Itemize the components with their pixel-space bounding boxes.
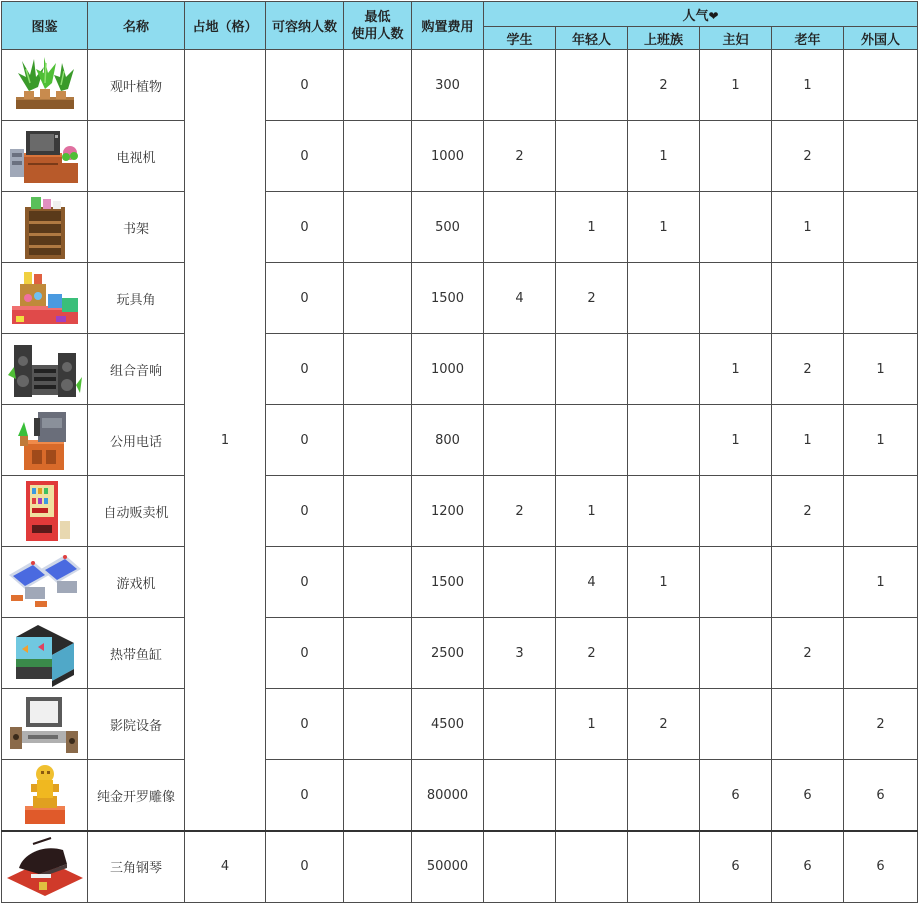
popularity-elderly bbox=[772, 547, 844, 618]
item-capacity: 0 bbox=[266, 831, 344, 902]
popularity-elderly bbox=[772, 689, 844, 760]
item-capacity: 0 bbox=[266, 689, 344, 760]
popularity-student bbox=[484, 689, 556, 760]
home-theater-icon bbox=[2, 691, 87, 757]
popularity-student bbox=[484, 50, 556, 121]
popularity-foreigner: 6 bbox=[844, 760, 918, 832]
item-min-users bbox=[344, 831, 412, 902]
bookshelf-icon bbox=[2, 193, 87, 261]
table-row bbox=[2, 547, 918, 618]
popularity-housewife: 6 bbox=[700, 760, 772, 832]
stereo-system-icon bbox=[2, 335, 87, 403]
popularity-foreigner: 2 bbox=[844, 689, 918, 760]
header-cost: 购置费用 bbox=[412, 2, 484, 50]
item-name: 三角钢琴 bbox=[88, 831, 185, 902]
item-min-users bbox=[344, 121, 412, 192]
popularity-foreigner bbox=[844, 192, 918, 263]
header-area: 占地（格） bbox=[185, 2, 266, 50]
popularity-student bbox=[484, 547, 556, 618]
popularity-office-worker: 2 bbox=[628, 689, 700, 760]
item-capacity: 0 bbox=[266, 121, 344, 192]
item-name: 影院设备 bbox=[88, 689, 185, 760]
item-cost: 1000 bbox=[412, 121, 484, 192]
popularity-student: 2 bbox=[484, 476, 556, 547]
popularity-elderly: 1 bbox=[772, 192, 844, 263]
item-name: 热带鱼缸 bbox=[88, 618, 185, 689]
item-cost: 800 bbox=[412, 405, 484, 476]
item-capacity: 0 bbox=[266, 760, 344, 832]
popularity-young bbox=[556, 334, 628, 405]
popularity-elderly bbox=[772, 263, 844, 334]
golden-statue-icon bbox=[2, 760, 87, 830]
popularity-young: 1 bbox=[556, 689, 628, 760]
popularity-office-worker bbox=[628, 405, 700, 476]
popularity-young bbox=[556, 121, 628, 192]
popularity-elderly: 1 bbox=[772, 50, 844, 121]
popularity-young: 2 bbox=[556, 618, 628, 689]
header-min-users-line2: 使用人数 bbox=[351, 26, 404, 42]
popularity-housewife: 1 bbox=[700, 334, 772, 405]
television-icon bbox=[2, 123, 87, 189]
popularity-student bbox=[484, 831, 556, 902]
popularity-student bbox=[484, 334, 556, 405]
item-capacity: 0 bbox=[266, 334, 344, 405]
item-icon-cell bbox=[2, 334, 88, 405]
table-row bbox=[2, 192, 918, 263]
item-cost: 1000 bbox=[412, 334, 484, 405]
popularity-office-worker bbox=[628, 831, 700, 902]
header-capacity: 可容纳人数 bbox=[266, 2, 344, 50]
table-row bbox=[2, 760, 918, 832]
aquarium-icon bbox=[2, 619, 87, 687]
header-group-housewife: 主妇 bbox=[700, 27, 772, 50]
item-name: 玩具角 bbox=[88, 263, 185, 334]
popularity-elderly: 2 bbox=[772, 618, 844, 689]
item-capacity: 0 bbox=[266, 547, 344, 618]
popularity-elderly: 2 bbox=[772, 476, 844, 547]
table-row bbox=[2, 263, 918, 334]
header-group-young: 年轻人 bbox=[556, 27, 628, 50]
popularity-young bbox=[556, 760, 628, 832]
popularity-young bbox=[556, 50, 628, 121]
item-icon-cell bbox=[2, 192, 88, 263]
header-icon: 图鉴 bbox=[2, 2, 88, 50]
arcade-machine-icon bbox=[2, 549, 87, 615]
item-capacity: 0 bbox=[266, 50, 344, 121]
grand-piano-icon bbox=[2, 834, 87, 900]
popularity-young: 4 bbox=[556, 547, 628, 618]
popularity-office-worker bbox=[628, 618, 700, 689]
popularity-young bbox=[556, 831, 628, 902]
popularity-housewife bbox=[700, 192, 772, 263]
header-group-office-worker: 上班族 bbox=[628, 27, 700, 50]
item-min-users bbox=[344, 334, 412, 405]
popularity-foreigner bbox=[844, 50, 918, 121]
item-capacity: 0 bbox=[266, 405, 344, 476]
popularity-office-worker bbox=[628, 263, 700, 334]
popularity-student bbox=[484, 192, 556, 263]
item-icon-cell bbox=[2, 547, 88, 618]
public-phone-icon bbox=[2, 406, 87, 474]
popularity-student: 4 bbox=[484, 263, 556, 334]
item-icon-cell bbox=[2, 263, 88, 334]
item-cost: 500 bbox=[412, 192, 484, 263]
table-row bbox=[2, 334, 918, 405]
popularity-foreigner bbox=[844, 476, 918, 547]
item-cost: 1500 bbox=[412, 547, 484, 618]
item-capacity: 0 bbox=[266, 476, 344, 547]
item-icon-cell bbox=[2, 831, 88, 902]
furniture-table bbox=[1, 1, 918, 903]
popularity-elderly: 1 bbox=[772, 405, 844, 476]
table-row bbox=[2, 121, 918, 192]
item-min-users bbox=[344, 405, 412, 476]
item-capacity: 0 bbox=[266, 618, 344, 689]
popularity-foreigner bbox=[844, 263, 918, 334]
item-name: 自动贩卖机 bbox=[88, 476, 185, 547]
item-min-users bbox=[344, 618, 412, 689]
popularity-office-worker bbox=[628, 334, 700, 405]
popularity-young: 2 bbox=[556, 263, 628, 334]
header-name: 名称 bbox=[88, 2, 185, 50]
popularity-young: 1 bbox=[556, 192, 628, 263]
popularity-housewife: 1 bbox=[700, 50, 772, 121]
item-cost: 1500 bbox=[412, 263, 484, 334]
table-row bbox=[2, 476, 918, 547]
item-name: 游戏机 bbox=[88, 547, 185, 618]
table-row bbox=[2, 405, 918, 476]
item-min-users bbox=[344, 50, 412, 121]
popularity-student bbox=[484, 760, 556, 832]
item-name: 纯金开罗雕像 bbox=[88, 760, 185, 832]
header-group-foreigner: 外国人 bbox=[844, 27, 918, 50]
item-icon-cell bbox=[2, 121, 88, 192]
item-cost: 2500 bbox=[412, 618, 484, 689]
popularity-housewife bbox=[700, 476, 772, 547]
heart-icon: ❤ bbox=[708, 8, 719, 23]
popularity-housewife: 6 bbox=[700, 831, 772, 902]
item-icon-cell bbox=[2, 476, 88, 547]
item-cost: 80000 bbox=[412, 760, 484, 832]
popularity-young: 1 bbox=[556, 476, 628, 547]
popularity-foreigner: 1 bbox=[844, 547, 918, 618]
popularity-elderly: 6 bbox=[772, 831, 844, 902]
popularity-housewife bbox=[700, 263, 772, 334]
popularity-housewife bbox=[700, 547, 772, 618]
item-name: 电视机 bbox=[88, 121, 185, 192]
popularity-office-worker bbox=[628, 476, 700, 547]
header-popularity bbox=[484, 2, 918, 27]
popularity-housewife: 1 bbox=[700, 405, 772, 476]
popularity-foreigner: 1 bbox=[844, 334, 918, 405]
popularity-office-worker: 1 bbox=[628, 547, 700, 618]
item-min-users bbox=[344, 689, 412, 760]
item-capacity: 0 bbox=[266, 192, 344, 263]
table-row bbox=[2, 50, 918, 121]
item-cost: 300 bbox=[412, 50, 484, 121]
header-min-users-line1: 最低 bbox=[364, 9, 391, 25]
item-cost: 4500 bbox=[412, 689, 484, 760]
popularity-housewife bbox=[700, 618, 772, 689]
toy-corner-icon bbox=[2, 264, 87, 332]
popularity-foreigner: 1 bbox=[844, 405, 918, 476]
item-area: 4 bbox=[185, 831, 266, 902]
item-name: 书架 bbox=[88, 192, 185, 263]
potted-plants-icon bbox=[2, 53, 87, 117]
popularity-housewife bbox=[700, 689, 772, 760]
item-icon-cell bbox=[2, 760, 88, 832]
popularity-elderly: 2 bbox=[772, 334, 844, 405]
popularity-foreigner: 6 bbox=[844, 831, 918, 902]
item-icon-cell bbox=[2, 689, 88, 760]
header-group-elderly: 老年 bbox=[772, 27, 844, 50]
popularity-office-worker: 1 bbox=[628, 121, 700, 192]
popularity-young bbox=[556, 405, 628, 476]
table-row bbox=[2, 689, 918, 760]
item-area: 1 bbox=[185, 50, 266, 832]
item-name: 组合音响 bbox=[88, 334, 185, 405]
table-row bbox=[2, 618, 918, 689]
table-row bbox=[2, 831, 918, 902]
item-min-users bbox=[344, 760, 412, 832]
item-min-users bbox=[344, 476, 412, 547]
vending-machine-icon bbox=[2, 477, 87, 545]
popularity-foreigner bbox=[844, 618, 918, 689]
header-min-users bbox=[344, 2, 412, 50]
item-icon-cell bbox=[2, 618, 88, 689]
popularity-foreigner bbox=[844, 121, 918, 192]
popularity-student: 2 bbox=[484, 121, 556, 192]
header-group-student: 学生 bbox=[484, 27, 556, 50]
popularity-elderly: 2 bbox=[772, 121, 844, 192]
popularity-office-worker bbox=[628, 760, 700, 832]
item-cost: 1200 bbox=[412, 476, 484, 547]
popularity-student bbox=[484, 405, 556, 476]
popularity-student: 3 bbox=[484, 618, 556, 689]
item-cost: 50000 bbox=[412, 831, 484, 902]
item-min-users bbox=[344, 192, 412, 263]
popularity-elderly: 6 bbox=[772, 760, 844, 832]
item-min-users bbox=[344, 263, 412, 334]
popularity-office-worker: 1 bbox=[628, 192, 700, 263]
item-icon-cell bbox=[2, 405, 88, 476]
item-name: 观叶植物 bbox=[88, 50, 185, 121]
popularity-office-worker: 2 bbox=[628, 50, 700, 121]
item-capacity: 0 bbox=[266, 263, 344, 334]
item-name: 公用电话 bbox=[88, 405, 185, 476]
item-min-users bbox=[344, 547, 412, 618]
header-popularity-label: 人气 bbox=[682, 8, 709, 24]
item-icon-cell bbox=[2, 50, 88, 121]
popularity-housewife bbox=[700, 121, 772, 192]
